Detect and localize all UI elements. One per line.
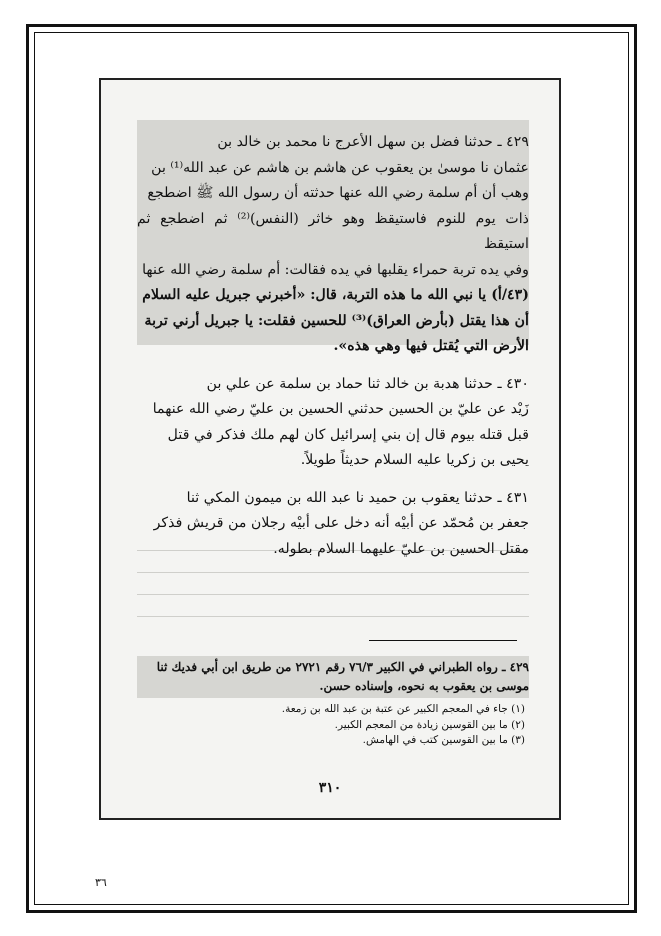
bleed-through-line [137,616,529,617]
text-line: ٤٣١ ـ حدثنا يعقوب بن حميد نا عبد الله بن ميمون المكي ثنا [186,489,529,506]
source-line: موسى بن يعقوب به نحوه، وإسناده حسن. [319,679,529,693]
footnote: (١) جاء في المعجم الكبير عن عتبة بن عبد الله بن زمعة. [281,703,525,715]
hadith-431 [137,486,529,563]
footnote-divider [369,640,517,641]
bleed-through-line [137,594,529,595]
text-line: أن هذا يقتل (بأرض العراق)⁽³⁾ للحسين فقلت: يا جبريل أرني تربة [144,312,529,329]
text-line: مقتل الحسين بن عليّ عليهما السلام بطوله. [273,540,529,557]
hadith-430 [137,372,529,474]
text-line: الأرض التي يُقتل فيها وهي هذه». [333,338,529,354]
text-line: عثمان نا موسىٰ بن يعقوب عن هاشم بن هاشم عن عبد الله⁽¹⁾ بن [151,159,529,176]
text-line: وفي يده تربة حمراء يقلبها في يده فقالت: أم سلمة رضي الله عنها [142,261,529,278]
text-line: وهب أن أم سلمة رضي الله عنها حدثته أن رسول الله ﷺ اضطجع [147,185,529,201]
hadith-429 [137,130,529,360]
text-line: ٤٢٩ ـ حدثنا فضل بن سهل الأعرج نا محمد بن خالد بن [217,134,529,150]
scanned-page-number: ٣١٠ [318,780,342,796]
text-line: جعفر بن مُحمّد عن أبيْه أنه دخل على أبيْه رجلان من قريش فذكر [153,515,529,531]
text-line: يحيى بن زكريا عليه السلام حديثاً طويلاً. [300,452,529,468]
text-line: زَيْد عن عليّ بن الحسين حدثني الحسين بن عليّ رضي الله عنهما [152,401,529,417]
text-line: قبل قتله بيوم قال إن بني إسرائيل كان لهم ملك فذكر في قتل [167,426,529,443]
hadith-text-block [137,130,529,574]
text-line: (٤٣/أ) يا نبي الله ما هذه التربة، قال: «أخبرني جبريل عليه السلام [142,287,529,303]
footnote: (٣) ما بين القوسين كتب في الهامش. [362,734,525,746]
text-line: ذات يوم للنوم فاستيقظ وهو خاثر (النفس)⁽²⁾ ثم اضطجع ثم استيقظ [137,210,529,252]
scanned-page [99,78,561,820]
source-line: ٤٢٩ ـ رواه الطبراني في الكبير ٧٦/٣ رقم ٢٧٢١ من طريق ابن أبي فديك ثنا [156,660,529,674]
footnote: (٢) ما بين القوسين زيادة من المعجم الكبير. [334,718,525,731]
page-number: ٣٦ [95,876,107,889]
source-note [137,658,529,696]
text-line: ٤٣٠ ـ حدثنا هدبة بن خالد ثنا حماد بن سلمة عن علي بن [206,375,529,392]
footnotes [225,702,525,749]
